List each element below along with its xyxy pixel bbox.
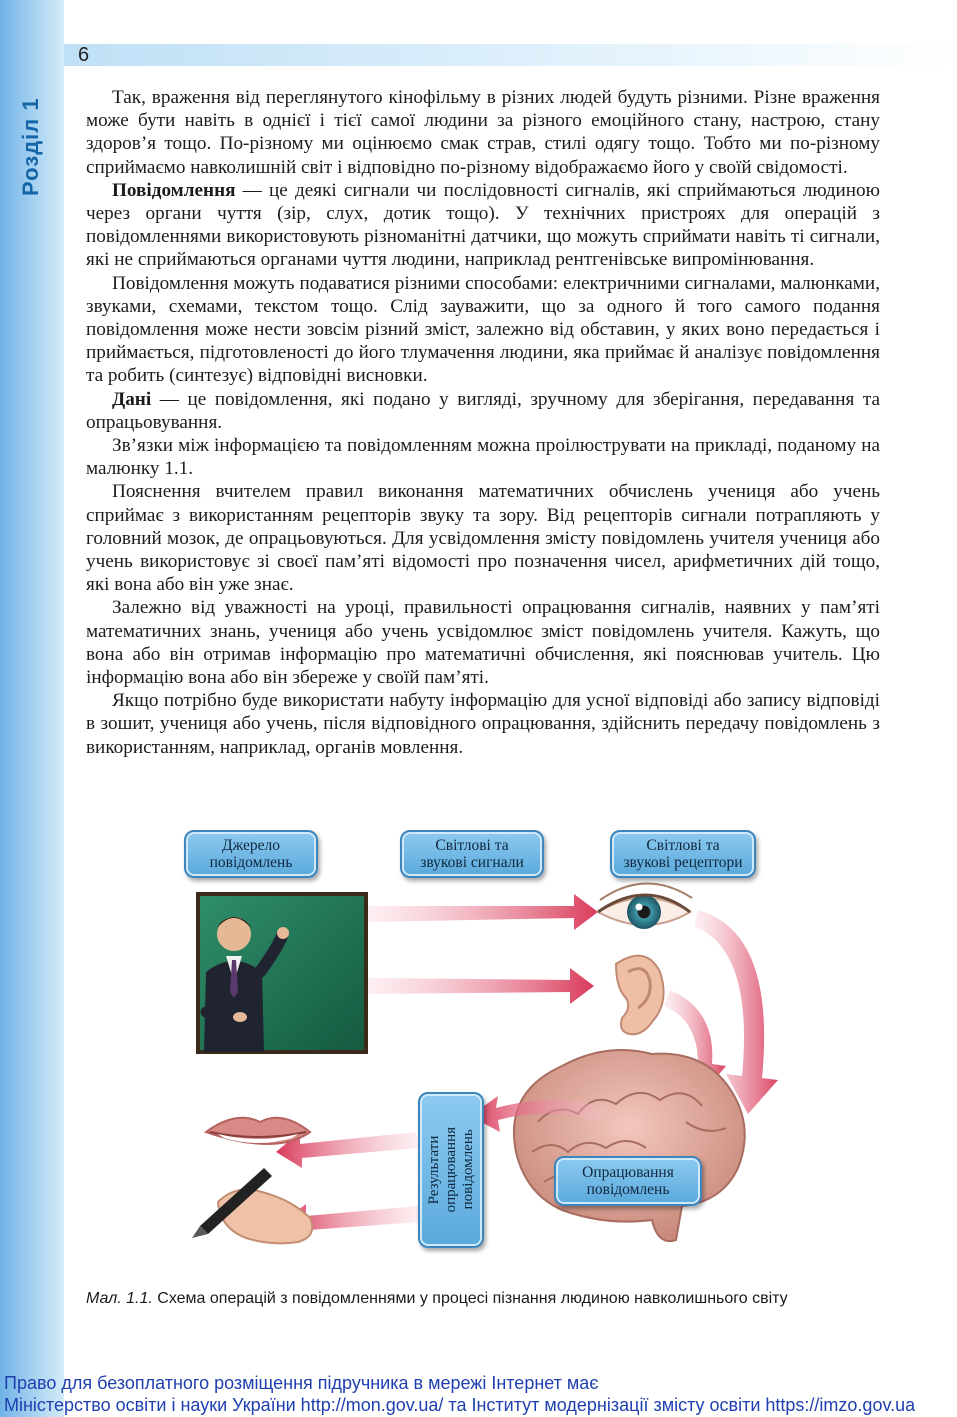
footer-line-1: Право для безоплатного розміщення підручника в мережі Інтернет має	[4, 1373, 599, 1393]
paragraph-2: Повідомлення — це деякі сигнали чи послідовності сигналів, які сприймаються людиною через органи чуття (зір, слух, дотик тощо). У технічних пристроях для операцій з повідомленнями використовують різноманітні датчики, що можуть сприймати навіть ті сигнали, які не сприймаються органами чуття людини, наприклад рентгенівське випромінювання.	[86, 179, 880, 271]
hand-with-pen-image	[192, 1168, 312, 1243]
label-message-source: Джерело повідомлень	[184, 830, 318, 878]
paragraph-4: Дані — це повідомлення, які подано у вигляді, зручному для зберігання, передавання та опрацьовування.	[86, 388, 880, 433]
footer-notice	[0, 1372, 957, 1416]
diagram-graphics	[86, 822, 886, 1262]
term-data: Дані	[112, 388, 152, 410]
caption-text: Схема операцій з повідомленнями у процесі пізнання людиною навколишнього світу	[152, 1290, 788, 1307]
body-text	[86, 86, 880, 759]
paragraph-1: Так, враження від переглянутого кінофільму в різних людей будуть різними. Різне враження може бути навіть в однієї і тієї самої людини за різного емоційного стану, настрою, стану здоров’я тощо. По-різному ми оцінюємо смак страв, стилі одягу тощо. Тобто ми по-різному сприймаємо навколишній світ і відповідно по-різному відображаємо його у своїй свідомості.	[86, 87, 880, 178]
paragraph-3: Повідомлення можуть подаватися різними способами: електричними сигналами, малюнками, звуками, схемами, текстом тощо. Слід зауважити, що за одного й того самого подання повідомлення може нести зовсім різний зміст, залежно від обставин, у яких воно передається і приймається, підготовленості до його тлумачення людини, яка приймає й аналізує повідомлення та робить (синтезує) відповідні висновки.	[86, 272, 880, 387]
arrow-to-eye	[368, 894, 598, 930]
brain-image	[514, 1050, 745, 1241]
paragraph-5: Зв’язки між інформацією та повідомленням можна проілюструвати на прикладі, поданому на малюнку 1.1.	[86, 435, 880, 480]
paragraph-8: Якщо потрібно буде використати набуту інформацію для усної відповіді або запису відповіді в зошит, учениця або учень, після відповідного опрацювання, здійснить передачу повідомлень з використанням, наприклад, органів мовлення.	[86, 690, 880, 758]
label-light-sound-receptors: Світлові та звукові рецептори	[610, 830, 756, 878]
paragraph-7: Залежно від уважності на уроці, правильності опрацювання сигналів, наявних у пам’яті математичних знань, учениця або учень усвідомлює зміст повідомлень учителя. Кажуть, що вона або він отримав інформацію про математичні обчислення, які пояснював учитель. Цю інформацію вона або він збереже у своїй пам’яті.	[86, 597, 880, 689]
lips-image	[206, 1118, 310, 1144]
eye-image	[598, 883, 692, 929]
side-strip	[0, 0, 64, 1417]
arrow-to-ear	[368, 968, 594, 1004]
caption-label: Мал. 1.1.	[86, 1290, 153, 1307]
label-light-sound-signals: Світлові та звукові сигнали	[400, 830, 544, 878]
figure-caption	[86, 1290, 886, 1308]
top-band	[64, 44, 957, 66]
footer-line-2[interactable]: Міністерство освіти і науки України http://mon.gov.ua/ та Інститут модернізації змісту освіти https://imzo.gov.ua	[4, 1395, 916, 1415]
teacher-image	[198, 894, 366, 1052]
term-message: Повідомлення	[112, 179, 236, 201]
section-label: Розділ 1	[18, 97, 43, 197]
ear-image	[616, 956, 664, 1035]
figure-diagram	[86, 822, 886, 1262]
paragraph-6: Пояснення вчителем правил виконання математичних обчислень учениця або учень сприймає з використанням рецепторів звуку та зору. Від рецепторів сигнали потрапляють у головний мозок, де опрацьовуються. Для усвідомлення змісту повідомлень учителя учениця або учень використовує зі своєї пам’яті відомості про позначення чисел, арифметичних дій тощо, які вона або він уже знає.	[86, 481, 880, 596]
label-processing-results: Результати опрацювання повідомлень	[418, 1092, 484, 1248]
label-message-processing: Опрацювання повідомлень	[554, 1156, 702, 1206]
page-number: 6	[78, 44, 90, 66]
